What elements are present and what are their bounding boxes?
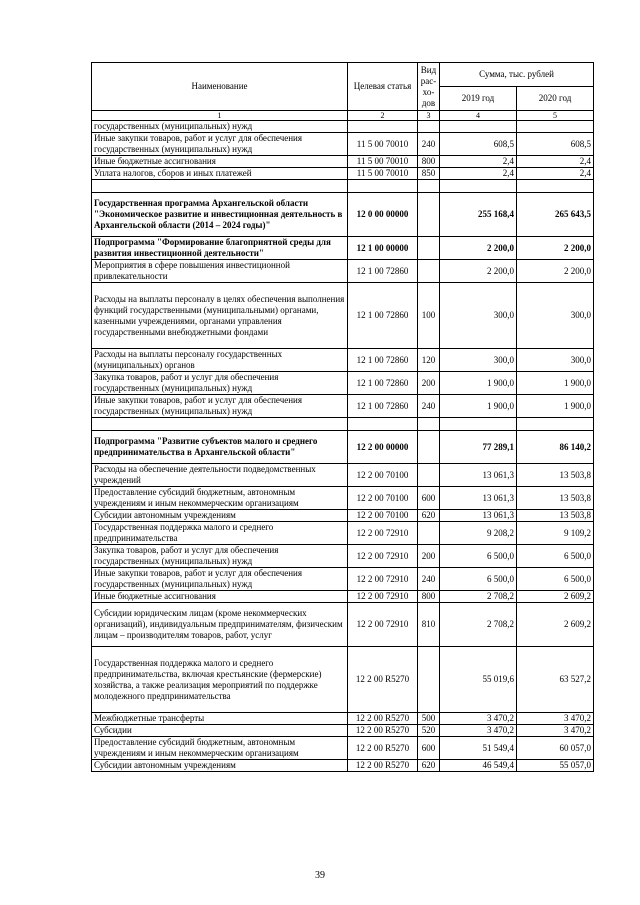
table-cell-2020: 1 900,0 [517, 372, 594, 395]
table-cell-name: Иные бюджетные ассигнования [92, 156, 348, 168]
table-cell-2019: 13 061,3 [440, 510, 517, 522]
table-cell-2020: 2 200,0 [517, 260, 594, 283]
table-cell-2020: 13 503,8 [517, 464, 594, 487]
table-cell-2020: 300,0 [517, 349, 594, 372]
column-number: 3 [418, 111, 440, 121]
table-row [92, 591, 594, 603]
table-row [92, 487, 594, 510]
table-cell-2020: 55 057,0 [517, 760, 594, 772]
table-cell-name: Иные закупки товаров, работ и услуг для обеспечения государственных (муниципальных) нужд [92, 568, 348, 591]
table-cell-2019: 51 549,4 [440, 737, 517, 760]
table-cell-target: 12 1 00 72860 [348, 260, 418, 283]
table-cell-2019 [440, 418, 517, 431]
table-cell-kind: 620 [418, 760, 440, 772]
table-cell-target: 12 2 00 72910 [348, 522, 418, 545]
table-cell-kind: 240 [418, 395, 440, 418]
table-cell-kind: 200 [418, 372, 440, 395]
table-cell-kind [418, 464, 440, 487]
table-row [92, 237, 594, 260]
table-cell-name [92, 180, 348, 193]
table-cell-kind: 800 [418, 591, 440, 603]
table-cell-kind: 600 [418, 737, 440, 760]
table-body [92, 121, 594, 772]
table-cell-kind [418, 193, 440, 237]
header-sum: Сумма, тыс. рублей [440, 63, 594, 87]
table-cell-kind [418, 431, 440, 464]
table-cell-2019: 13 061,3 [440, 464, 517, 487]
table-cell-name: Расходы на выплаты персоналу государственных (муниципальных) органов [92, 349, 348, 372]
table-cell-kind: 100 [418, 283, 440, 349]
table-cell-2020 [517, 418, 594, 431]
table-cell-target: 12 0 00 00000 [348, 193, 418, 237]
table-cell-kind [418, 260, 440, 283]
table-cell-name: Государственная поддержка малого и среднего предпринимательства, включая крестьянские (фермерские) хозяйства, а также реализация мероприятий по поддержке молодежного предпринимательства [92, 647, 348, 713]
table-row [92, 121, 594, 133]
table-cell-name: государственных (муниципальных) нужд [92, 121, 348, 133]
table-cell-name: Государственная программа Архангельской области "Экономическое развитие и инвестиционная деятельность в Архангельской области (2014 – 2024 годы)" [92, 193, 348, 237]
table-cell-target: 12 2 00 00000 [348, 431, 418, 464]
table-cell-name: Иные закупки товаров, работ и услуг для обеспечения государственных (муниципальных) нужд [92, 395, 348, 418]
table-cell-name: Расходы на выплаты персоналу в целях обеспечения выполнения функций государственными (муниципальными) органами, казенными учреждениями, органами управления государственными внебюджетными фондами [92, 283, 348, 349]
table-cell-2020: 2,4 [517, 168, 594, 180]
table-cell-2019: 2 708,2 [440, 591, 517, 603]
table-cell-kind: 800 [418, 156, 440, 168]
table-cell-kind: 500 [418, 713, 440, 725]
table-cell-2020: 1 900,0 [517, 395, 594, 418]
table-cell-target [348, 418, 418, 431]
table-row [92, 180, 594, 193]
table-cell-kind: 810 [418, 603, 440, 647]
table-row [92, 156, 594, 168]
table-cell-kind [418, 180, 440, 193]
header-year-2020: 2020 год [517, 87, 594, 111]
table-cell-name: Подпрограмма "Развитие субъектов малого и среднего предпринимательства в Архангельской области" [92, 431, 348, 464]
table-cell-2020: 265 643,5 [517, 193, 594, 237]
table-cell-2019: 6 500,0 [440, 568, 517, 591]
table-row [92, 603, 594, 647]
table-cell-target: 12 2 00 72910 [348, 568, 418, 591]
table-cell-2019: 2,4 [440, 156, 517, 168]
column-number: 2 [348, 111, 418, 121]
table-cell-name: Предоставление субсидий бюджетным, автономным учреждениям и иным некоммерческим организациям [92, 737, 348, 760]
table-cell-name: Закупка товаров, работ и услуг для обеспечения государственных (муниципальных) нужд [92, 545, 348, 568]
column-number: 5 [517, 111, 594, 121]
table-cell-2020: 86 140,2 [517, 431, 594, 464]
column-number: 4 [440, 111, 517, 121]
table-cell-2020: 63 527,2 [517, 647, 594, 713]
table-row [92, 260, 594, 283]
table-row [92, 283, 594, 349]
table-cell-kind [418, 121, 440, 133]
table-row [92, 737, 594, 760]
table-cell-target [348, 121, 418, 133]
table-cell-2019: 1 900,0 [440, 372, 517, 395]
table-cell-kind [418, 237, 440, 260]
table-cell-name: Межбюджетные трансферты [92, 713, 348, 725]
table-cell-kind [418, 647, 440, 713]
table-cell-name: Государственная поддержка малого и среднего предпринимательства [92, 522, 348, 545]
table-cell-kind: 850 [418, 168, 440, 180]
table-cell-name: Закупка товаров, работ и услуг для обеспечения государственных (муниципальных) нужд [92, 372, 348, 395]
header-kind: Вид рас-хо-дов [418, 63, 440, 111]
table-cell-2019: 300,0 [440, 283, 517, 349]
table-row [92, 168, 594, 180]
table-cell-target: 11 5 00 70010 [348, 168, 418, 180]
table-cell-2020: 300,0 [517, 283, 594, 349]
table-cell-2020: 2 609,2 [517, 603, 594, 647]
table-cell-2019: 1 900,0 [440, 395, 517, 418]
table-cell-target: 11 5 00 70010 [348, 133, 418, 156]
table-cell-name: Уплата налогов, сборов и иных платежей [92, 168, 348, 180]
table-cell-name: Предоставление субсидий бюджетным, автономным учреждениям и иным некоммерческим организациям [92, 487, 348, 510]
budget-table [91, 62, 594, 772]
table-row [92, 713, 594, 725]
table-cell-2019: 55 019,6 [440, 647, 517, 713]
table-cell-name: Расходы на обеспечение деятельности подведомственных учреждений [92, 464, 348, 487]
table-cell-2020: 13 503,8 [517, 510, 594, 522]
table-cell-2019: 2 200,0 [440, 260, 517, 283]
table-cell-kind: 600 [418, 487, 440, 510]
table-cell-2019: 46 549,4 [440, 760, 517, 772]
table-cell-target: 12 1 00 00000 [348, 237, 418, 260]
table-row [92, 418, 594, 431]
table-cell-2019: 9 208,2 [440, 522, 517, 545]
table-cell-2019: 13 061,3 [440, 487, 517, 510]
table-cell-target: 12 2 00 70100 [348, 510, 418, 522]
table-cell-2019: 300,0 [440, 349, 517, 372]
header-year-2019: 2019 год [440, 87, 517, 111]
table-cell-2019: 77 289,1 [440, 431, 517, 464]
table-cell-2020: 2 609,2 [517, 591, 594, 603]
column-number: 1 [92, 111, 348, 121]
table-cell-2020 [517, 121, 594, 133]
table-row [92, 568, 594, 591]
table-row [92, 349, 594, 372]
page-number: 39 [315, 870, 325, 881]
table-cell-target: 12 2 00 R5270 [348, 713, 418, 725]
table-cell-name: Иные закупки товаров, работ и услуг для обеспечения государственных (муниципальных) нужд [92, 133, 348, 156]
table-cell-2019: 3 470,2 [440, 725, 517, 737]
table-cell-2020: 2 200,0 [517, 237, 594, 260]
table-cell-2019: 2 708,2 [440, 603, 517, 647]
table-row [92, 372, 594, 395]
table-row [92, 431, 594, 464]
table-cell-target: 12 2 00 72910 [348, 545, 418, 568]
table-cell-2019: 3 470,2 [440, 713, 517, 725]
header-name: Наименование [92, 63, 348, 111]
table-cell-2020: 6 500,0 [517, 545, 594, 568]
table-row [92, 193, 594, 237]
table-cell-name [92, 418, 348, 431]
table-cell-kind: 240 [418, 133, 440, 156]
table-cell-2020: 3 470,2 [517, 725, 594, 737]
table-cell-name: Субсидии автономным учреждениям [92, 510, 348, 522]
table-cell-target: 12 2 00 R5270 [348, 647, 418, 713]
table-row [92, 647, 594, 713]
table-cell-2020: 2,4 [517, 156, 594, 168]
table-cell-name: Подпрограмма "Формирование благоприятной среды для развития инвестиционной деятельности" [92, 237, 348, 260]
table-cell-target: 12 1 00 72860 [348, 395, 418, 418]
table-cell-2020: 60 057,0 [517, 737, 594, 760]
table-cell-name: Субсидии юридическим лицам (кроме некоммерческих организаций), индивидуальным предпринимателям, физическим лицам – производителям товаров, работ, услуг [92, 603, 348, 647]
table-cell-target [348, 180, 418, 193]
table-cell-2019 [440, 121, 517, 133]
table-cell-target: 11 5 00 70010 [348, 156, 418, 168]
table-cell-kind: 620 [418, 510, 440, 522]
table-cell-name: Иные бюджетные ассигнования [92, 591, 348, 603]
table-row [92, 464, 594, 487]
table-cell-2020: 6 500,0 [517, 568, 594, 591]
table-cell-name: Субсидии автономным учреждениям [92, 760, 348, 772]
table-cell-target: 12 2 00 R5270 [348, 760, 418, 772]
table-cell-kind: 120 [418, 349, 440, 372]
table-cell-target: 12 2 00 R5270 [348, 725, 418, 737]
table-cell-2019: 2 200,0 [440, 237, 517, 260]
table-cell-target: 12 1 00 72860 [348, 372, 418, 395]
table-cell-2019 [440, 180, 517, 193]
table-cell-kind: 200 [418, 545, 440, 568]
table-cell-kind: 520 [418, 725, 440, 737]
table-cell-2020: 13 503,8 [517, 487, 594, 510]
table-cell-2019: 255 168,4 [440, 193, 517, 237]
table-cell-target: 12 1 00 72860 [348, 283, 418, 349]
table-cell-target: 12 2 00 72910 [348, 591, 418, 603]
table-cell-kind [418, 418, 440, 431]
table-row [92, 522, 594, 545]
table-cell-name: Субсидии [92, 725, 348, 737]
table-cell-target: 12 1 00 72860 [348, 349, 418, 372]
table-cell-2019: 6 500,0 [440, 545, 517, 568]
table-cell-2020: 608,5 [517, 133, 594, 156]
header-target: Целевая статья [348, 63, 418, 111]
table-cell-2020: 3 470,2 [517, 713, 594, 725]
table-cell-target: 12 2 00 R5270 [348, 737, 418, 760]
table-cell-target: 12 2 00 72910 [348, 603, 418, 647]
table-row [92, 725, 594, 737]
table-row [92, 395, 594, 418]
table-cell-name: Мероприятия в сфере повышения инвестиционной привлекательности [92, 260, 348, 283]
table-cell-target: 12 2 00 70100 [348, 487, 418, 510]
table-cell-2019: 2,4 [440, 168, 517, 180]
table-cell-kind [418, 522, 440, 545]
table-cell-2019: 608,5 [440, 133, 517, 156]
table-cell-2020: 9 109,2 [517, 522, 594, 545]
table-row [92, 510, 594, 522]
table-cell-target: 12 2 00 70100 [348, 464, 418, 487]
table-cell-2020 [517, 180, 594, 193]
table-row [92, 133, 594, 156]
table-row [92, 760, 594, 772]
table-row [92, 545, 594, 568]
table-cell-kind: 240 [418, 568, 440, 591]
